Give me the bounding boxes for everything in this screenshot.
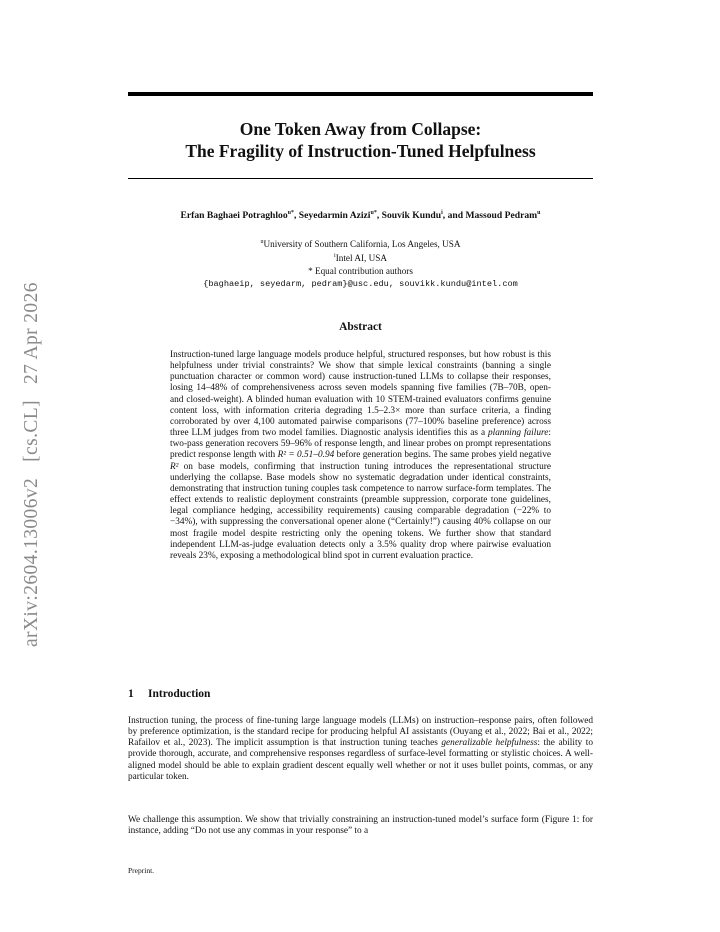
email-separator: , bbox=[388, 278, 400, 289]
abstract-body bbox=[170, 350, 551, 562]
abstract-text-4: on base models, confirming that instruction tuning introduces the representational structure underlying the collapse. Base models show no systematic degradation under identical constraints, demonstrating that instruction tuning couples task competence to narrow surface-form templates. The effect extends to realistic deployment constraints (preamble suppression, corporate tone guidelines, legal compliance hedging, accessibility requirements) causing comparable degradation (−22% to −34%), with suppressing the conversational opener alone (“Certainly!”) causing 40% collapse on our most fragile model despite restricting only the opening tokens. We further show that standard independent LLM-as-judge evaluation detects only a 3.5% quality drop where pairwise evaluation reveals 23%, exposing a methodological blind spot in current evaluation practice. bbox=[170, 461, 551, 561]
author-2-mark: u* bbox=[370, 210, 377, 216]
intro-text-2: We challenge this assumption. We show that trivially constraining an instruction-tuned model’s surface form (Figure 1: for instance, adding “Do not use any commas in your response” to a bbox=[128, 815, 593, 837]
email-line bbox=[128, 277, 593, 290]
abstract-r2: R² bbox=[170, 461, 179, 472]
author-3: , Souvik Kundu bbox=[376, 210, 442, 222]
intro-text-1b: : the ability to provide thorough, accurate, and comprehensive responses regardless of surface-level formatting or stylistic choices. A well-aligned model should be able to explain gradient descent equally well whether or not it uses bullet points, commas, or any particular token. bbox=[128, 738, 593, 782]
intel-text: Intel AI, USA bbox=[335, 253, 387, 264]
section-number: 1 bbox=[128, 688, 134, 700]
preprint-footer: Preprint. bbox=[128, 866, 155, 875]
email-usc: {baghaeip, seyedarm, pedram}@usc.edu bbox=[203, 278, 389, 289]
abstract-heading: Abstract bbox=[339, 321, 382, 333]
abstract-text-2: : two-pass generation recovers 59–96% of response length, and linear probes on prompt representations predict response length with bbox=[170, 428, 551, 461]
author-4: , and Massoud Pedram bbox=[442, 210, 538, 222]
arxiv-stamp bbox=[21, 282, 43, 647]
title-rule bbox=[128, 178, 593, 179]
paper-title bbox=[128, 118, 593, 162]
arxiv-id: arXiv:2604.13006v2 bbox=[21, 477, 42, 647]
abstract-r2-range: R² = 0.51–0.94 bbox=[277, 450, 335, 461]
abstract-text-3: before generation begins. The same probes yield negative bbox=[334, 450, 552, 461]
section-title: Introduction bbox=[148, 688, 211, 700]
author-3-mark: i bbox=[441, 210, 443, 216]
intel-mark: i bbox=[334, 253, 336, 260]
title-line-1: One Token Away from Collapse: bbox=[239, 119, 482, 139]
intro-text-1a: Instruction tuning, the process of fine-tuning large language models (LLMs) on instruction–response pairs, often followed by preference optimization, is the standard recipe for producing helpful AI assistants (Ouyang et al., 2022; Bai et al., 2022; Rafailov et al., 2023). The implicit assumption is that instruction tuning teaches bbox=[128, 716, 593, 749]
top-rule bbox=[128, 92, 593, 96]
author-4-mark: u bbox=[537, 210, 541, 216]
author-2: , Seyedarmin Azizi bbox=[294, 210, 371, 222]
equal-contribution-note: * Equal contribution authors bbox=[308, 265, 413, 276]
affiliation-usc bbox=[128, 236, 593, 250]
author-list bbox=[128, 210, 593, 221]
abstract-text-1: Instruction-tuned large language models produce helpful, structured responses, but how robust is this helpfulness under trivial constraints? We show that simple lexical constraints (banning a single punctuation character or common word) cause instruction-tuned LLMs to collapse their responses, losing 14–48% of comprehensiveness across seven models spanning five families (7B–70B, open- and closed-weight). A blinded human evaluation with 10 STEM-trained evaluators confirms genuine content loss, with information criteria degrading 1.5–2.3× more than surface criteria, a finding corroborated by over 4,100 automated pairwise comparisons (77–100% baseline preference) across three LLM judges from two model families. Diagnostic analysis identifies this as a bbox=[170, 350, 551, 439]
author-1: Erfan Baghaei Potraghloo bbox=[180, 210, 288, 222]
arxiv-category: [cs.CL] bbox=[21, 400, 42, 462]
affiliation-intel bbox=[128, 250, 593, 264]
email-intel: souvikk.kundu@intel.com bbox=[399, 278, 518, 289]
intro-paragraph-2 bbox=[128, 815, 593, 837]
abstract-emphasis: planning failure bbox=[487, 428, 549, 439]
usc-text: University of Southern California, Los Angeles, USA bbox=[263, 239, 461, 250]
intro-paragraph-1 bbox=[128, 716, 593, 783]
author-1-mark: u* bbox=[287, 210, 294, 216]
intro-emphasis: generalizable helpfulness bbox=[441, 738, 538, 749]
affiliations bbox=[128, 236, 593, 290]
usc-mark: u bbox=[260, 239, 264, 245]
arxiv-date: 27 Apr 2026 bbox=[21, 282, 42, 385]
title-line-2: The Fragility of Instruction-Tuned Helpfulness bbox=[185, 141, 536, 161]
section-heading bbox=[128, 688, 210, 700]
